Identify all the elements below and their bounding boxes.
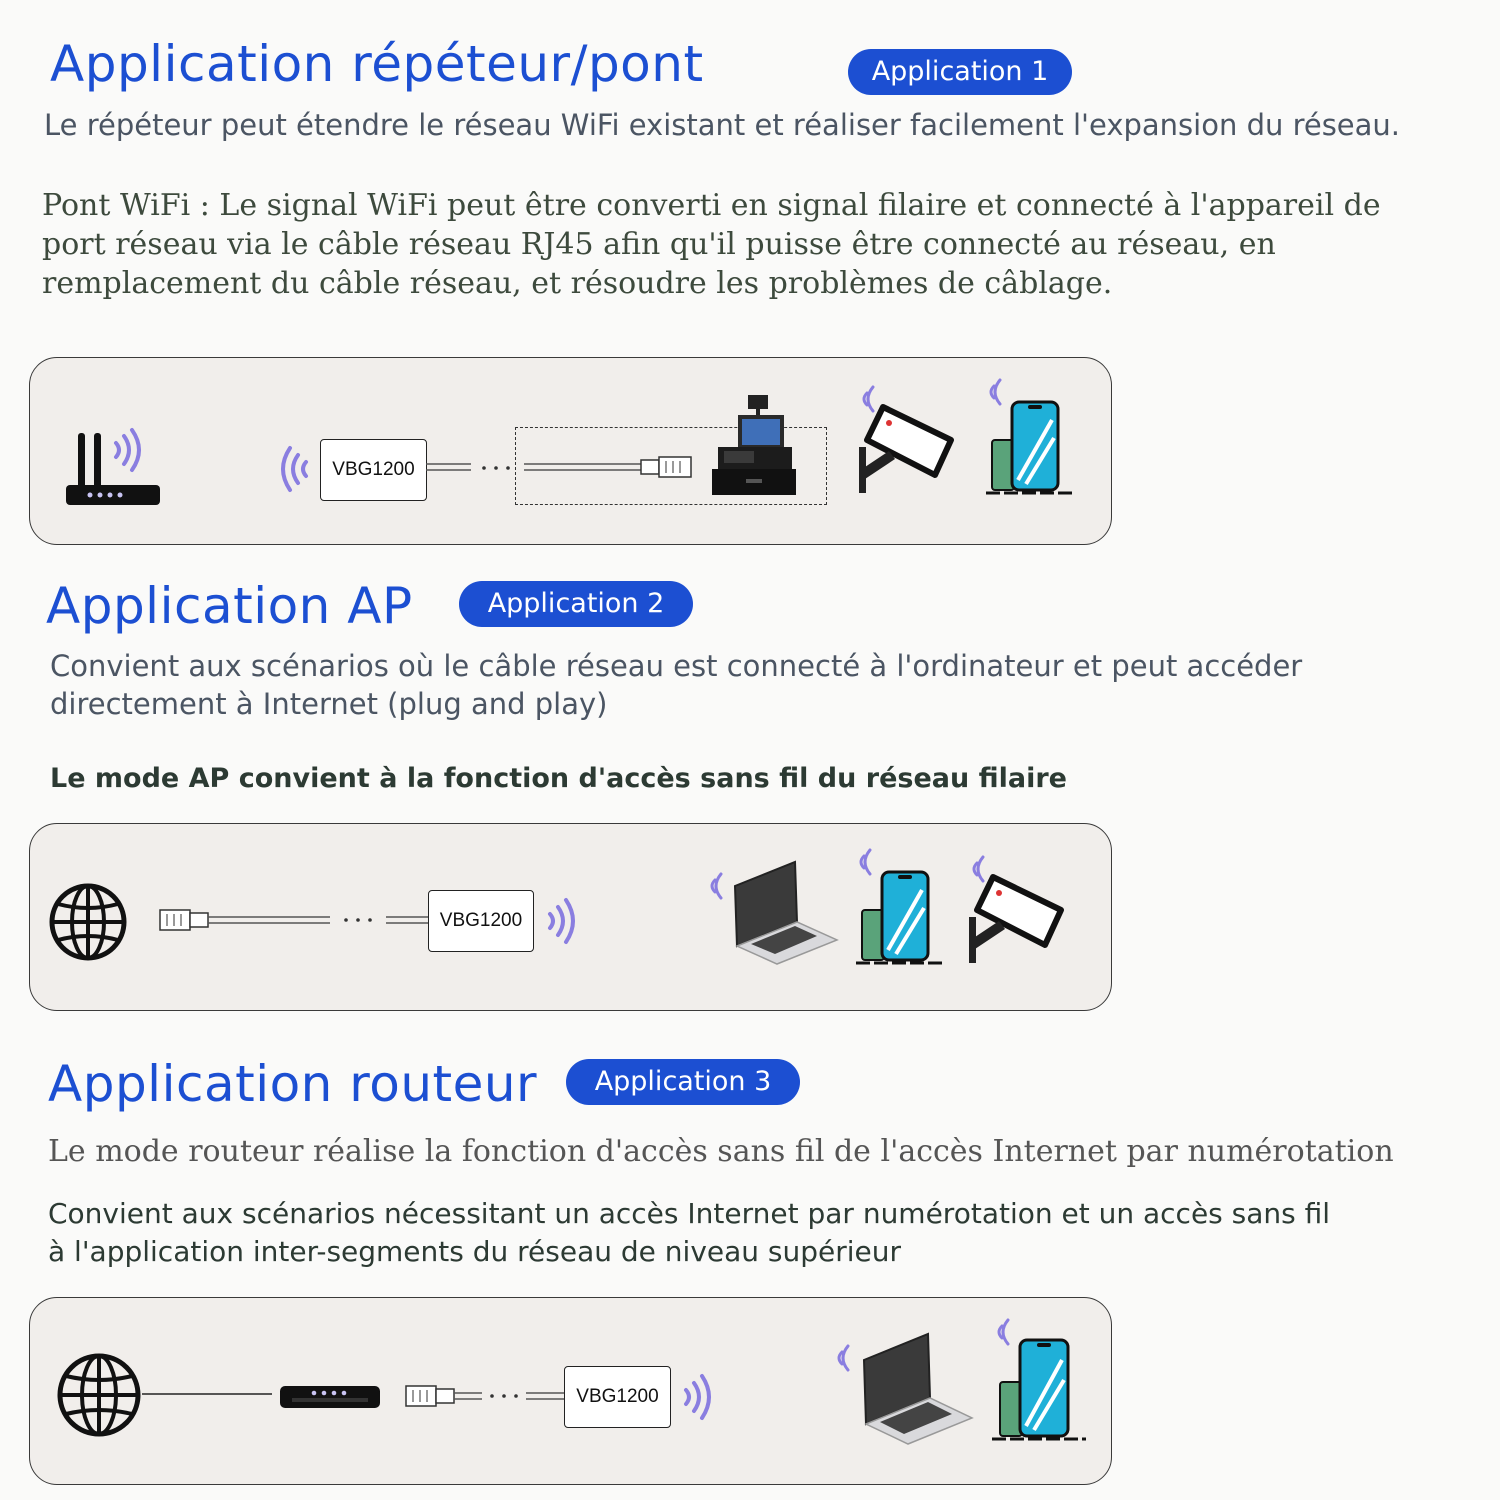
section1-paragraph-line: port réseau via le câble réseau RJ45 afin qu'il puisse être connecté au réseau, en bbox=[42, 227, 1276, 262]
section2-badge: Application 2 bbox=[459, 581, 693, 627]
section3-note-line: Convient aux scénarios nécessitant un accès Internet par numérotation et un accès sans fil bbox=[48, 1197, 1331, 1230]
pos-terminal-icon bbox=[708, 393, 798, 498]
section3-note bbox=[48, 1195, 1330, 1271]
wifi-signal-icon bbox=[276, 446, 316, 492]
section1-paragraph-line: Pont WiFi : Le signal WiFi peut être converti en signal filaire et connecté à l'appareil de bbox=[42, 188, 1381, 223]
section3-description: Le mode routeur réalise la fonction d'accès sans fil de l'accès Internet par numérotation bbox=[48, 1134, 1394, 1169]
wifi-signal-icon bbox=[544, 898, 584, 944]
connection-line bbox=[142, 1392, 282, 1398]
section2-note: Le mode AP convient à la fonction d'accès sans fil du réseau filaire bbox=[50, 763, 1067, 794]
globe-icon bbox=[48, 882, 128, 962]
section3-note-line: à l'application inter-segments du réseau de niveau supérieur bbox=[48, 1235, 902, 1268]
vbg1200-device: VBG1200 bbox=[320, 439, 427, 501]
section1-title: Application répéteur/pont bbox=[50, 35, 704, 93]
wifi-signal-icon bbox=[110, 428, 150, 472]
section1-paragraph bbox=[42, 186, 1381, 303]
network-cable-icon bbox=[404, 1384, 566, 1410]
vbg1200-device: VBG1200 bbox=[428, 890, 534, 952]
smartphone-icon bbox=[990, 1320, 1090, 1444]
section1-badge: Application 1 bbox=[848, 49, 1072, 95]
modem-icon bbox=[278, 1382, 383, 1412]
section1-subtitle: Le répéteur peut étendre le réseau WiFi existant et réaliser facilement l'expansion du réseau. bbox=[44, 108, 1401, 142]
section3-title: Application routeur bbox=[48, 1055, 538, 1113]
section2-description-line: directement à Internet (plug and play) bbox=[50, 687, 608, 721]
section2-description bbox=[50, 647, 1302, 723]
laptop-icon bbox=[832, 1330, 977, 1448]
vbg1200-device: VBG1200 bbox=[564, 1366, 671, 1428]
section1-paragraph-line: remplacement du câble réseau, et résoudre les problèmes de câblage. bbox=[42, 266, 1113, 301]
smartphone-icon bbox=[982, 380, 1077, 498]
security-camera-icon bbox=[965, 855, 1075, 967]
laptop-icon bbox=[705, 858, 840, 968]
security-camera-icon bbox=[855, 385, 965, 497]
network-cable-icon bbox=[158, 908, 428, 934]
smartphone-icon bbox=[852, 850, 947, 968]
section2-description-line: Convient aux scénarios où le câble réseau est connecté à l'ordinateur et peut accéder bbox=[50, 649, 1303, 683]
section2-title: Application AP bbox=[46, 577, 413, 635]
wifi-signal-icon bbox=[680, 1374, 720, 1420]
globe-icon bbox=[56, 1352, 142, 1438]
section3-badge: Application 3 bbox=[566, 1059, 800, 1105]
